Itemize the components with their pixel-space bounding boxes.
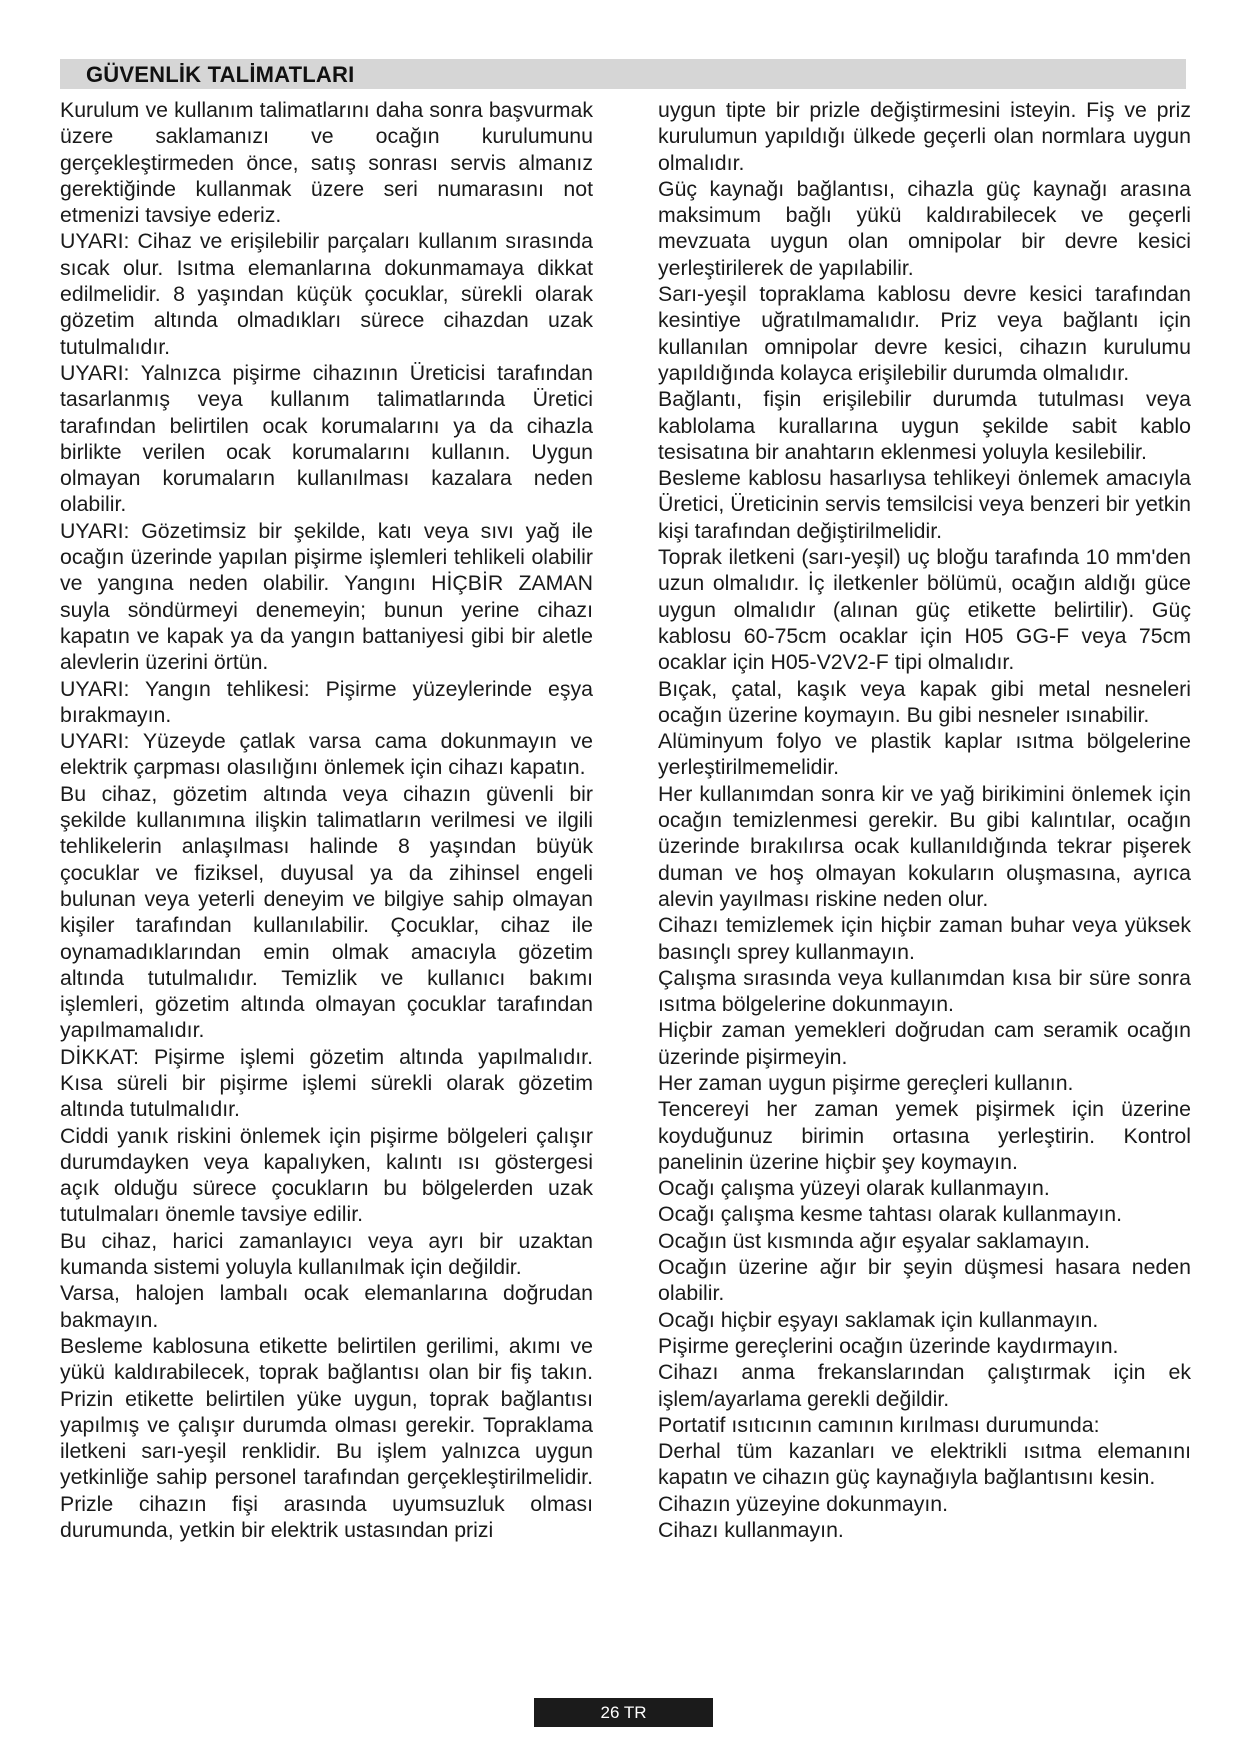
paragraph: UYARI: Cihaz ve erişilebilir parçaları kullanım sırasında sıcak olur. Isıtma elemanlarına dokunmamaya dikkat edilmelidir. 8 yaşından küçük çocuklar, sürekli olarak gözetim altında olmadıkları sürece cihazdan uzak tutulmalıdır. [60,229,593,359]
page-number: 26 TR [600,1703,647,1722]
paragraph: Cihazı anma frekanslarından çalıştırmak için ek işlem/ayarlama gerekli değildir. [658,1360,1191,1411]
section-title: GÜVENLİK TALİMATLARI [86,62,355,87]
right-column [658,97,1191,1543]
paragraph: Bu cihaz, harici zamanlayıcı veya ayrı bir uzaktan kumanda sistemi yoluyla kullanılmak için değildir. [60,1228,593,1280]
paragraph: Bıçak, çatal, kaşık veya kapak gibi metal nesneleri ocağın üzerine koymayın. Bu gibi nesneler ısınabilir. [658,676,1191,727]
paragraph: UYARI: Gözetimsiz bir şekilde, katı veya sıvı yağ ile ocağın üzerinde yapılan pişirme işlemleri tehlikeli olabilir ve yangına neden olabilir. Yangını HİÇBİR ZAMAN suyla söndürmeyi denemeyin; bunun yerine cihazı kapatın ve kapak ya da yangın battaniyesi gibi bir aletle alevlerin üzerini örtün. [60,518,593,675]
paragraph: UYARI: Yüzeyde çatlak varsa cama dokunmayın ve elektrik çarpması olasılığını önlemek için cihazı kapatın. [60,729,593,780]
paragraph: Besleme kablosu hasarlıysa tehlikeyi önlemek amacıyla Üretici, Üreticinin servis temsilcisi veya benzeri bir yetkin kişi tarafından değiştirilmelidir. [658,466,1191,543]
paragraph: Çalışma sırasında veya kullanımdan kısa bir süre sonra ısıtma bölgelerine dokunmayın. [658,965,1191,1017]
paragraph: Toprak iletkeni (sarı-yeşil) uç bloğu tarafında 10 mm'den uzun olmalıdır. İç iletkenler bölümü, ocağın aldığı güce uygun olmalıdır (alınan güç etikette belirtilir). Güç kablosu 60-75cm ocaklar için H05 GG-F veya 75cm ocaklar için H05-V2V2-F tipi olmalıdır. [658,545,1191,675]
section-header-bar [60,59,1186,89]
paragraph: Cihazı temizlemek için hiçbir zaman buhar veya yüksek basınçlı sprey kullanmayın. [658,913,1191,964]
paragraph: Ocağın üzerine ağır bir şeyin düşmesi hasara neden olabilir. [658,1255,1191,1306]
paragraph: uygun tipte bir prizle değiştirmesini isteyin. Fiş ve priz kurulumun yapıldığı ülkede geçerli olan normlara uygun olmalıdır. [658,98,1191,175]
paragraph: Varsa, halojen lambalı ocak elemanlarına doğrudan bakmayın. [60,1281,593,1332]
paragraph: Derhal tüm kazanları ve elektrikli ısıtma elemanını kapatın ve cihazın güç kaynağıyla bağlantısını kesin. [658,1439,1191,1490]
paragraph: Cihazın yüzeyine dokunmayın. [658,1491,949,1516]
paragraph: Pişirme gereçlerini ocağın üzerinde kaydırmayın. [658,1333,1119,1358]
paragraph: DİKKAT: Pişirme işlemi gözetim altında yapılmalıdır. Kısa süreli bir pişirme işlemi sürekli olarak gözetim altında tutulmalıdır. [60,1044,593,1122]
paragraph: Hiçbir zaman yemekleri doğrudan cam seramik ocağın üzerinde pişirmeyin. [658,1018,1191,1069]
paragraph: Ciddi yanık riskini önlemek için pişirme bölgeleri çalışır durumdayken veya kapalıyken, kalıntı ısı göstergesi açık olduğu sürece çocukların bu bölgelerden uzak tutulmaları önemle tavsiye edilir. [60,1123,593,1227]
paragraph: Cihazı kullanmayın. [658,1518,844,1543]
page-number-box [534,1698,713,1727]
paragraph: Ocağı çalışma kesme tahtası olarak kullanmayın. [658,1202,1122,1227]
paragraph: UYARI: Yangın tehlikesi: Pişirme yüzeylerinde eşya bırakmayın. [60,676,593,727]
paragraph: Her zaman uygun pişirme gereçleri kullanın. [658,1070,1074,1095]
paragraph: Bu cihaz, gözetim altında veya cihazın güvenli bir şekilde kullanımına ilişkin talimatların verilmesi ve ilgili tehlikelerin anlaşılması halinde 8 yaşından büyük çocuklar ve fiziksel, duyusal ya da zihinsel engeli bulunan veya yeterli deneyim ve bilgiye sahip olmayan kişiler tarafından kullanılabilir. Çocuklar, cihaz ile oynamadıklarından emin olmak amacıyla gözetim altında tutulmalıdır. Temizlik ve kullanıcı bakımı işlemleri, gözetim altında olmayan çocuklar tarafından yapılmamalıdır. [60,781,593,1043]
paragraph: Bağlantı, fişin erişilebilir durumda tutulması veya kablolama kurallarına uygun şekilde sabit kablo tesisatına bir anahtarın eklenmesi yoluyla kesilebilir. [658,387,1191,464]
paragraph: UYARI: Yalnızca pişirme cihazının Üreticisi tarafından tasarlanmış veya kullanım talimatlarında Üretici tarafından belirtilen ocak korumalarını ya da cihazla birlikte verilen ocak korumalarını kullanın. Uygun olmayan korumaların kullanılması kazalara neden olabilir. [60,360,593,517]
paragraph: Ocağı hiçbir eşyayı saklamak için kullanmayın. [658,1307,1099,1332]
paragraph: Besleme kablosuna etikette belirtilen gerilimi, akımı ve yükü kaldırabilecek, toprak bağlantısı olan bir fiş takın. Prizin etikette belirtilen yüke uygun, toprak bağlantısı yapılmış ve çalışır durumda olması gerekir. Topraklama iletkeni sarı-yeşil renklidir. Bu işlem yalnızca uygun yetkinliğe sahip personel tarafından gerçekleştirilmelidir. Prizle cihazın fişi arasında uyumsuzluk olması durumunda, yetkin bir elektrik ustasından prizi [60,1333,593,1543]
paragraph: Güç kaynağı bağlantısı, cihazla güç kaynağı arasına maksimum bağlı yükü kaldırabilecek ve geçerli mevzuata uygun olan omnipolar bir devre kesici yerleştirilerek de yapılabilir. [658,176,1191,280]
left-column [60,97,593,1543]
paragraph: Kurulum ve kullanım talimatlarını daha sonra başvurmak üzere saklamanızı ve ocağın kurulumunu gerçekleştirmeden önce, satış sonrası servis almanız gerektiğinde kullanmak üzere seri numarasını not etmenizi tavsiye ederiz. [60,98,593,228]
paragraph: Portatif ısıtıcının camının kırılması durumunda: [658,1412,1100,1437]
paragraph: Her kullanımdan sonra kir ve yağ birikimini önlemek için ocağın temizlenmesi gerekir. Bu gibi kalıntılar, ocağın üzerinde bırakılırsa ocak kullanıldığında tekrar pişerek duman ve hoş olmayan kokuların oluşmasına, ayrıca alevin yayılması riskine neden olur. [658,781,1191,911]
paragraph: Ocağı çalışma yüzeyi olarak kullanmayın. [658,1176,1050,1201]
paragraph: Sarı-yeşil topraklama kablosu devre kesici tarafından kesintiye uğratılmamalıdır. Priz veya bağlantı için kullanılan omnipolar devre kesici, cihazın kurulumu yapıldığında kolayca erişilebilir durumda olmalıdır. [658,282,1191,385]
paragraph: Alüminyum folyo ve plastik kaplar ısıtma bölgelerine yerleştirilmemelidir. [658,729,1191,780]
paragraph: Tencereyi her zaman yemek pişirmek için üzerine koyduğunuz birimin ortasına yerleştirin. Kontrol panelinin üzerine hiçbir şey koymayın. [658,1097,1191,1174]
paragraph: Ocağın üst kısmında ağır eşyalar saklamayın. [658,1228,1091,1253]
